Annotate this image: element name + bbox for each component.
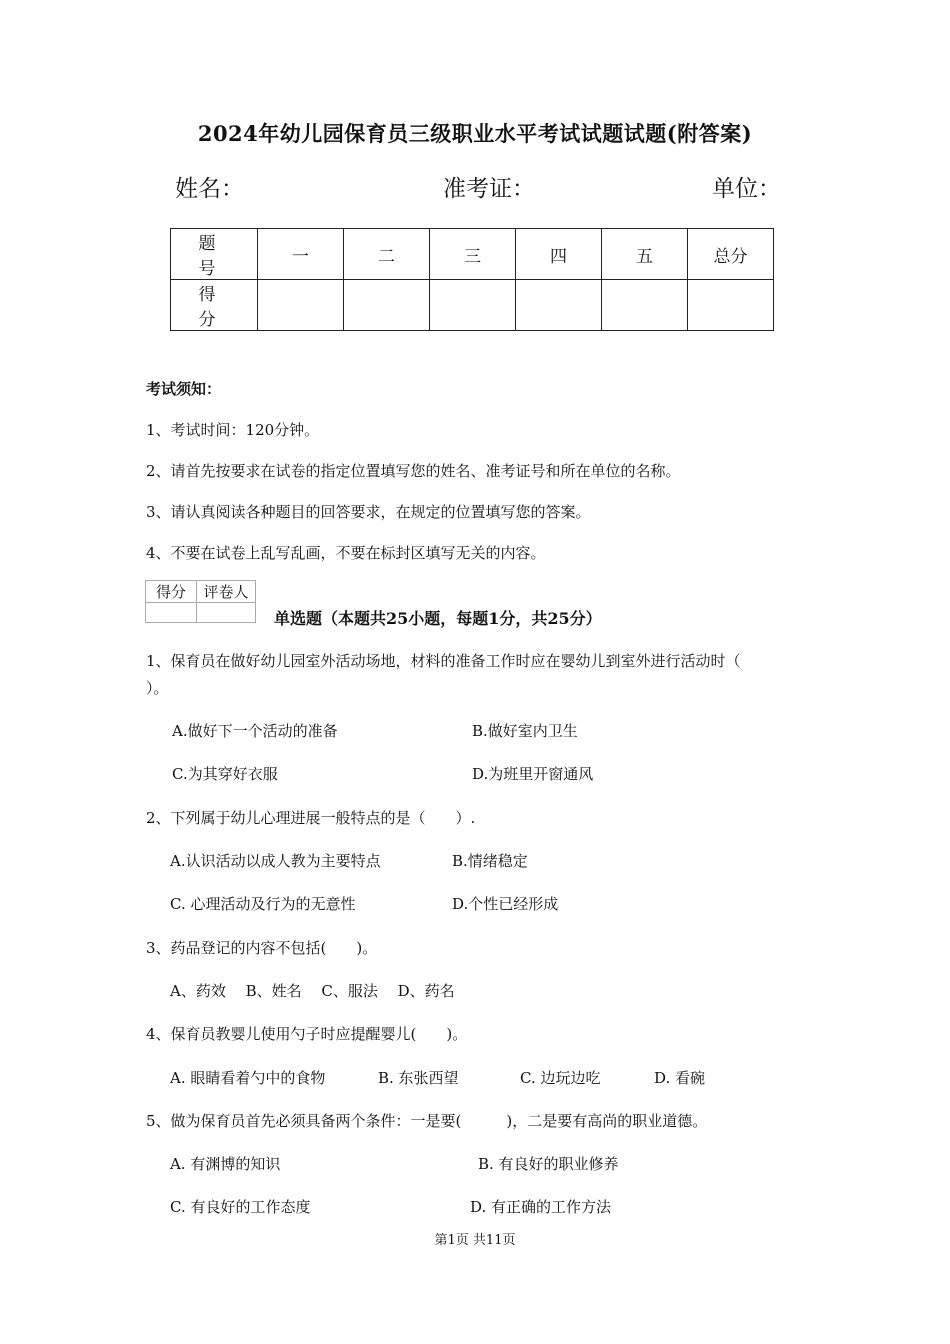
- score-header-cell: 三: [430, 229, 516, 280]
- grader-name-cell[interactable]: [197, 603, 256, 623]
- question-stem: 4、保育员教婴儿使用勺子时应提醒婴儿( )。: [146, 1025, 468, 1043]
- score-header-cell: 一: [258, 229, 344, 280]
- score-header-cell: 二: [344, 229, 430, 280]
- grader-box: [145, 580, 256, 623]
- answer-option[interactable]: B. 东张西望: [378, 1069, 459, 1087]
- score-header-cell: 题 号: [171, 229, 258, 280]
- notice-item: 4、不要在试卷上乱写乱画，不要在标封区填写无关的内容。: [146, 544, 546, 562]
- page-footer: 第1页 共11页: [434, 1233, 516, 1248]
- answer-option[interactable]: D.为班里开窗通风: [472, 765, 594, 783]
- question-stem: 2、下列属于幼儿心理进展一般特点的是（ ）.: [146, 809, 476, 827]
- notice-item: 2、请首先按要求在试卷的指定位置填写您的姓名、准考证号和所在单位的名称。: [146, 462, 681, 480]
- score-cell[interactable]: [258, 280, 344, 331]
- question-stem: 1、保育员在做好幼儿园室外活动场地，材料的准备工作时应在婴幼儿到室外进行活动时（: [146, 652, 741, 670]
- question-stem: 3、药品登记的内容不包括( )。: [146, 939, 378, 957]
- grader-name-label: 评卷人: [197, 581, 256, 603]
- score-table-header-row: [171, 229, 774, 280]
- answer-options-inline[interactable]: A、药效 B、姓名 C、服法 D、药名: [170, 982, 455, 1000]
- score-table: [170, 228, 774, 331]
- question-stem-continued: ）。: [146, 679, 169, 697]
- answer-option[interactable]: C. 心理活动及行为的无意性: [170, 895, 356, 913]
- answer-option[interactable]: A.认识活动以成人教为主要特点: [170, 852, 381, 870]
- score-cell[interactable]: [344, 280, 430, 331]
- answer-option[interactable]: C.为其穿好衣服: [172, 765, 278, 783]
- notice-item: 1、考试时间：120分钟。: [146, 421, 320, 439]
- name-field-label: 姓名：: [175, 176, 244, 202]
- score-row-label: 得 分: [171, 280, 258, 331]
- section-title: 单选题（本题共25小题，每题1分，共25分）: [274, 609, 602, 628]
- answer-option[interactable]: B.情绪稳定: [452, 852, 528, 870]
- answer-option[interactable]: A. 眼睛看着勺中的食物: [170, 1069, 326, 1087]
- answer-option[interactable]: A. 有渊博的知识: [170, 1155, 281, 1173]
- answer-option[interactable]: C. 边玩边吃: [520, 1069, 601, 1087]
- notice-heading: 考试须知：: [146, 380, 222, 398]
- score-header-cell: 四: [516, 229, 602, 280]
- notice-item: 3、请认真阅读各种题目的回答要求，在规定的位置填写您的答案。: [146, 503, 591, 521]
- grader-score-label: 得分: [146, 581, 197, 603]
- grader-score-cell[interactable]: [146, 603, 197, 623]
- answer-option[interactable]: D.个性已经形成: [452, 895, 559, 913]
- score-table-score-row: [171, 280, 774, 331]
- score-cell[interactable]: [430, 280, 516, 331]
- answer-option[interactable]: C. 有良好的工作态度: [170, 1198, 311, 1216]
- score-cell[interactable]: [516, 280, 602, 331]
- answer-option[interactable]: D. 看碗: [654, 1069, 706, 1087]
- exam-title: 2024年幼儿园保育员三级职业水平考试试题试题(附答案): [197, 121, 753, 146]
- unit-field-label: 单位：: [712, 176, 781, 202]
- ticket-field-label: 准考证：: [443, 176, 535, 202]
- answer-option[interactable]: B. 有良好的职业修养: [478, 1155, 619, 1173]
- score-header-cell: 总分: [688, 229, 774, 280]
- answer-option[interactable]: D. 有正确的工作方法: [470, 1198, 612, 1216]
- answer-option[interactable]: B.做好室内卫生: [472, 722, 578, 740]
- score-cell[interactable]: [688, 280, 774, 331]
- question-stem: 5、做为保育员首先必须具备两个条件：一是要( )，二是要有高尚的职业道德。: [146, 1112, 708, 1130]
- answer-option[interactable]: A.做好下一个活动的准备: [172, 722, 338, 740]
- score-cell[interactable]: [602, 280, 688, 331]
- score-header-cell: 五: [602, 229, 688, 280]
